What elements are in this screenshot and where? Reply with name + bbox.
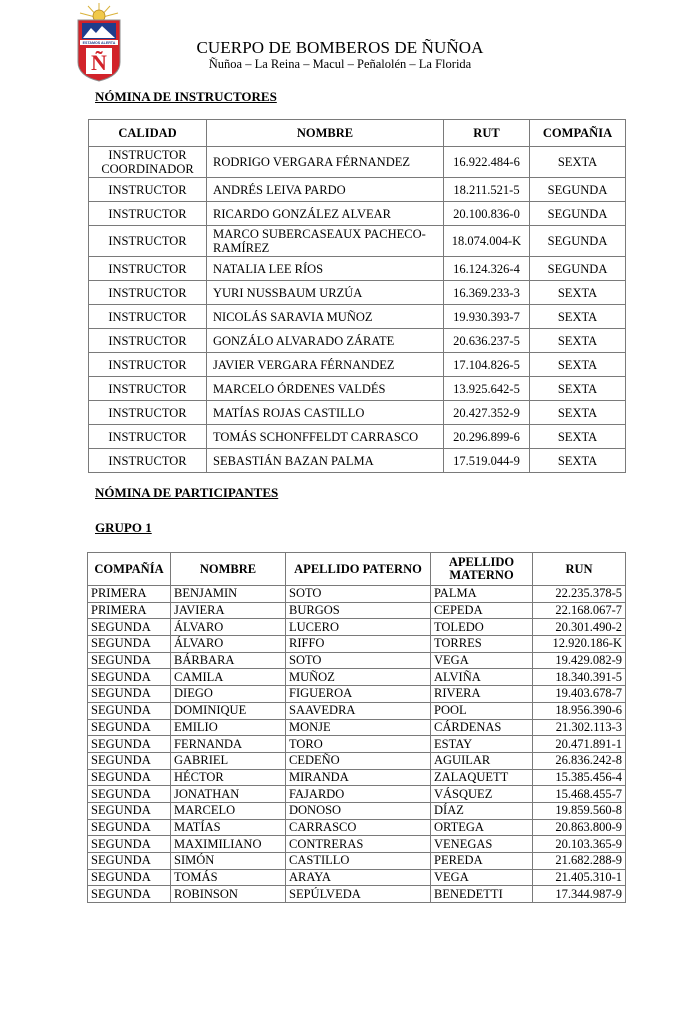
cell-rut: 16.124.326-4 [444,257,530,281]
cell-run: 20.863.800-9 [533,819,626,836]
cell-compania: SEGUNDA [88,652,171,669]
cell-run: 19.429.082-9 [533,652,626,669]
table-row [88,586,626,603]
cell-materno: VÁSQUEZ [431,786,533,803]
cell-run: 20.471.891-1 [533,736,626,753]
cell-nombre: NICOLÁS SARAVIA MUÑOZ [207,305,444,329]
table-row [89,377,626,401]
cell-run: 18.340.391-5 [533,669,626,686]
cell-nombre: ÁLVARO [171,636,286,653]
cell-run: 21.405.310-1 [533,869,626,886]
table-row [88,819,626,836]
cell-calidad: INSTRUCTOR [89,425,207,449]
cell-run: 15.468.455-7 [533,786,626,803]
cell-compania: SEGUNDA [530,257,626,281]
cell-calidad: INSTRUCTOR [89,257,207,281]
cell-paterno: CARRASCO [286,819,431,836]
column-header: APELLIDO PATERNO [286,553,431,586]
cell-compania: SEGUNDA [88,619,171,636]
table-row [88,669,626,686]
cell-nombre: DIEGO [171,686,286,703]
cell-paterno: FAJARDO [286,786,431,803]
cell-nombre: MATÍAS [171,819,286,836]
table-row [88,636,626,653]
cell-nombre: NATALIA LEE RÍOS [207,257,444,281]
table-row [89,178,626,202]
cell-materno: RIVERA [431,686,533,703]
cell-paterno: CONTRERAS [286,836,431,853]
cell-run: 22.168.067-7 [533,602,626,619]
cell-materno: ORTEGA [431,819,533,836]
cell-nombre: BÁRBARA [171,652,286,669]
cell-nombre: MAXIMILIANO [171,836,286,853]
cell-rut: 17.104.826-5 [444,353,530,377]
cell-nombre: RODRIGO VERGARA FÉRNANDEZ [207,147,444,178]
cell-paterno: CASTILLO [286,853,431,870]
cell-compania: SEGUNDA [530,178,626,202]
cell-nombre: JAVIER VERGARA FÉRNANDEZ [207,353,444,377]
table-row [88,702,626,719]
column-header: NOMBRE [171,553,286,586]
cell-paterno: BURGOS [286,602,431,619]
cell-paterno: FIGUEROA [286,686,431,703]
cell-nombre: YURI NUSSBAUM URZÚA [207,281,444,305]
cell-nombre: FERNANDA [171,736,286,753]
cell-nombre: JONATHAN [171,786,286,803]
cell-paterno: MUÑOZ [286,669,431,686]
table-row [89,202,626,226]
cell-rut: 18.074.004-K [444,226,530,257]
table-row [88,619,626,636]
table-header-row [89,120,626,147]
cell-materno: AGUILAR [431,752,533,769]
table-row [88,752,626,769]
cell-compania: SEXTA [530,377,626,401]
column-header: CALIDAD [89,120,207,147]
cell-compania: SEXTA [530,305,626,329]
cell-materno: BENEDETTI [431,886,533,903]
cell-paterno: TORO [286,736,431,753]
table-row [89,353,626,377]
cell-materno: ZALAQUETT [431,769,533,786]
cell-compania: SEGUNDA [88,686,171,703]
organization-name: CUERPO DE BOMBEROS DE ÑUÑOA [196,38,484,57]
table-row [88,769,626,786]
column-header: RUT [444,120,530,147]
table-row [89,281,626,305]
logo-motto: ESTAMOS ALERTA [82,41,116,45]
logo-letter: Ñ [91,50,107,75]
cell-calidad: INSTRUCTOR [89,377,207,401]
cell-rut: 20.100.836-0 [444,202,530,226]
cell-nombre: SEBASTIÁN BAZAN PALMA [207,449,444,473]
table-row [89,147,626,178]
cell-nombre: CAMILA [171,669,286,686]
cell-calidad: INSTRUCTOR [89,178,207,202]
cell-run: 20.301.490-2 [533,619,626,636]
table-row [89,226,626,257]
column-header: NOMBRE [207,120,444,147]
cell-run: 19.859.560-8 [533,802,626,819]
cell-compania: SEGUNDA [88,769,171,786]
cell-paterno: MONJE [286,719,431,736]
cell-compania: SEGUNDA [88,802,171,819]
cell-run: 22.235.378-5 [533,586,626,603]
cell-compania: SEGUNDA [88,636,171,653]
cell-materno: VENEGAS [431,836,533,853]
participants-section-title: NÓMINA DE PARTICIPANTES [95,485,279,500]
cell-rut: 13.925.642-5 [444,377,530,401]
cell-calidad: INSTRUCTOR [89,353,207,377]
cell-calidad: INSTRUCTOR [89,449,207,473]
cell-calidad: INSTRUCTOR [89,226,207,257]
cell-rut: 20.636.237-5 [444,329,530,353]
cell-run: 18.956.390-6 [533,702,626,719]
cell-rut: 20.296.899-6 [444,425,530,449]
cell-materno: TOLEDO [431,619,533,636]
cell-materno: TORRES [431,636,533,653]
cell-nombre: DOMINIQUE [171,702,286,719]
cell-nombre: MARCELO ÓRDENES VALDÉS [207,377,444,401]
cell-paterno: SEPÚLVEDA [286,886,431,903]
table-row [88,853,626,870]
cell-nombre: MATÍAS ROJAS CASTILLO [207,401,444,425]
cell-rut: 17.519.044-9 [444,449,530,473]
cell-nombre: ANDRÉS LEIVA PARDO [207,178,444,202]
column-header: COMPAÑÍA [88,553,171,586]
table-row [89,401,626,425]
cell-materno: ALVIÑA [431,669,533,686]
cell-compania: SEXTA [530,329,626,353]
column-header: COMPAÑIA [530,120,626,147]
cell-materno: VEGA [431,869,533,886]
table-row [89,329,626,353]
cell-compania: SEXTA [530,425,626,449]
cell-compania: SEGUNDA [88,836,171,853]
cell-run: 15.385.456-4 [533,769,626,786]
cell-rut: 19.930.393-7 [444,305,530,329]
cell-materno: CÁRDENAS [431,719,533,736]
cell-paterno: ARAYA [286,869,431,886]
table-row [88,652,626,669]
document-header [160,38,520,72]
cell-nombre: ÁLVARO [171,619,286,636]
cell-nombre: EMILIO [171,719,286,736]
cell-compania: SEGUNDA [88,786,171,803]
cell-materno: CEPEDA [431,602,533,619]
cell-compania: SEGUNDA [88,752,171,769]
cell-nombre: TOMÁS SCHONFFELDT CARRASCO [207,425,444,449]
table-row [88,686,626,703]
table-row [88,786,626,803]
table-row [88,719,626,736]
instructors-section-title: NÓMINA DE INSTRUCTORES [95,89,277,104]
cell-nombre: RICARDO GONZÁLEZ ALVEAR [207,202,444,226]
cell-nombre: TOMÁS [171,869,286,886]
cell-compania: SEGUNDA [530,226,626,257]
cell-run: 21.302.113-3 [533,719,626,736]
cell-compania: SEGUNDA [88,719,171,736]
cell-compania: SEGUNDA [88,736,171,753]
cell-nombre: BENJAMIN [171,586,286,603]
cell-paterno: MIRANDA [286,769,431,786]
cell-materno: PEREDA [431,853,533,870]
cell-calidad: INSTRUCTOR [89,305,207,329]
cell-rut: 16.922.484-6 [444,147,530,178]
communes-line: Ñuñoa – La Reina – Macul – Peñalolén – La Florida [208,57,472,71]
table-row [88,602,626,619]
table-row [89,305,626,329]
cell-compania: SEXTA [530,281,626,305]
cell-nombre: GONZÁLO ALVARADO ZÁRATE [207,329,444,353]
cell-materno: ESTAY [431,736,533,753]
cell-run: 12.920.186-K [533,636,626,653]
cell-materno: PALMA [431,586,533,603]
cell-rut: 20.427.352-9 [444,401,530,425]
cell-calidad: INSTRUCTOR [89,202,207,226]
cell-compania: SEGUNDA [88,702,171,719]
cell-calidad: INSTRUCTOR COORDINADOR [89,147,207,178]
cell-paterno: CEDEÑO [286,752,431,769]
cell-compania: SEGUNDA [88,819,171,836]
cell-nombre: GABRIEL [171,752,286,769]
table-row [88,836,626,853]
cell-rut: 16.369.233-3 [444,281,530,305]
cell-run: 19.403.678-7 [533,686,626,703]
cell-compania: SEGUNDA [88,669,171,686]
column-header: APELLIDO MATERNO [431,553,533,586]
cell-run: 20.103.365-9 [533,836,626,853]
cell-run: 21.682.288-9 [533,853,626,870]
cell-nombre: MARCO SUBERCASEAUX PACHECO-RAMÍREZ [207,226,444,257]
cell-compania: SEGUNDA [88,869,171,886]
cell-compania: PRIMERA [88,602,171,619]
cell-paterno: SOTO [286,652,431,669]
cell-nombre: SIMÓN [171,853,286,870]
table-header-row [88,553,626,586]
cell-nombre: HÉCTOR [171,769,286,786]
table-row [88,886,626,903]
table-row [89,449,626,473]
table-row [89,425,626,449]
cell-rut: 18.211.521-5 [444,178,530,202]
cell-calidad: INSTRUCTOR [89,329,207,353]
cell-run: 17.344.987-9 [533,886,626,903]
table-row [88,802,626,819]
instructors-table [88,119,626,473]
cell-compania: SEXTA [530,449,626,473]
cell-paterno: RIFFO [286,636,431,653]
column-header: RUN [533,553,626,586]
cell-compania: PRIMERA [88,586,171,603]
cell-materno: POOL [431,702,533,719]
cell-paterno: SOTO [286,586,431,603]
cell-calidad: INSTRUCTOR [89,281,207,305]
cell-paterno: SAAVEDRA [286,702,431,719]
cell-materno: VEGA [431,652,533,669]
cell-nombre: MARCELO [171,802,286,819]
table-row [89,257,626,281]
participants-table [87,552,626,903]
cell-compania: SEXTA [530,353,626,377]
cell-paterno: LUCERO [286,619,431,636]
cell-compania: SEGUNDA [88,886,171,903]
cell-compania: SEXTA [530,147,626,178]
cell-nombre: JAVIERA [171,602,286,619]
cell-paterno: DONOSO [286,802,431,819]
cell-nombre: ROBINSON [171,886,286,903]
cell-materno: DÍAZ [431,802,533,819]
cell-calidad: INSTRUCTOR [89,401,207,425]
table-row [88,736,626,753]
table-row [88,869,626,886]
cell-compania: SEGUNDA [530,202,626,226]
cell-compania: SEGUNDA [88,853,171,870]
fire-department-crest-logo [74,2,124,82]
cell-compania: SEXTA [530,401,626,425]
group-title: GRUPO 1 [95,520,152,535]
cell-run: 26.836.242-8 [533,752,626,769]
